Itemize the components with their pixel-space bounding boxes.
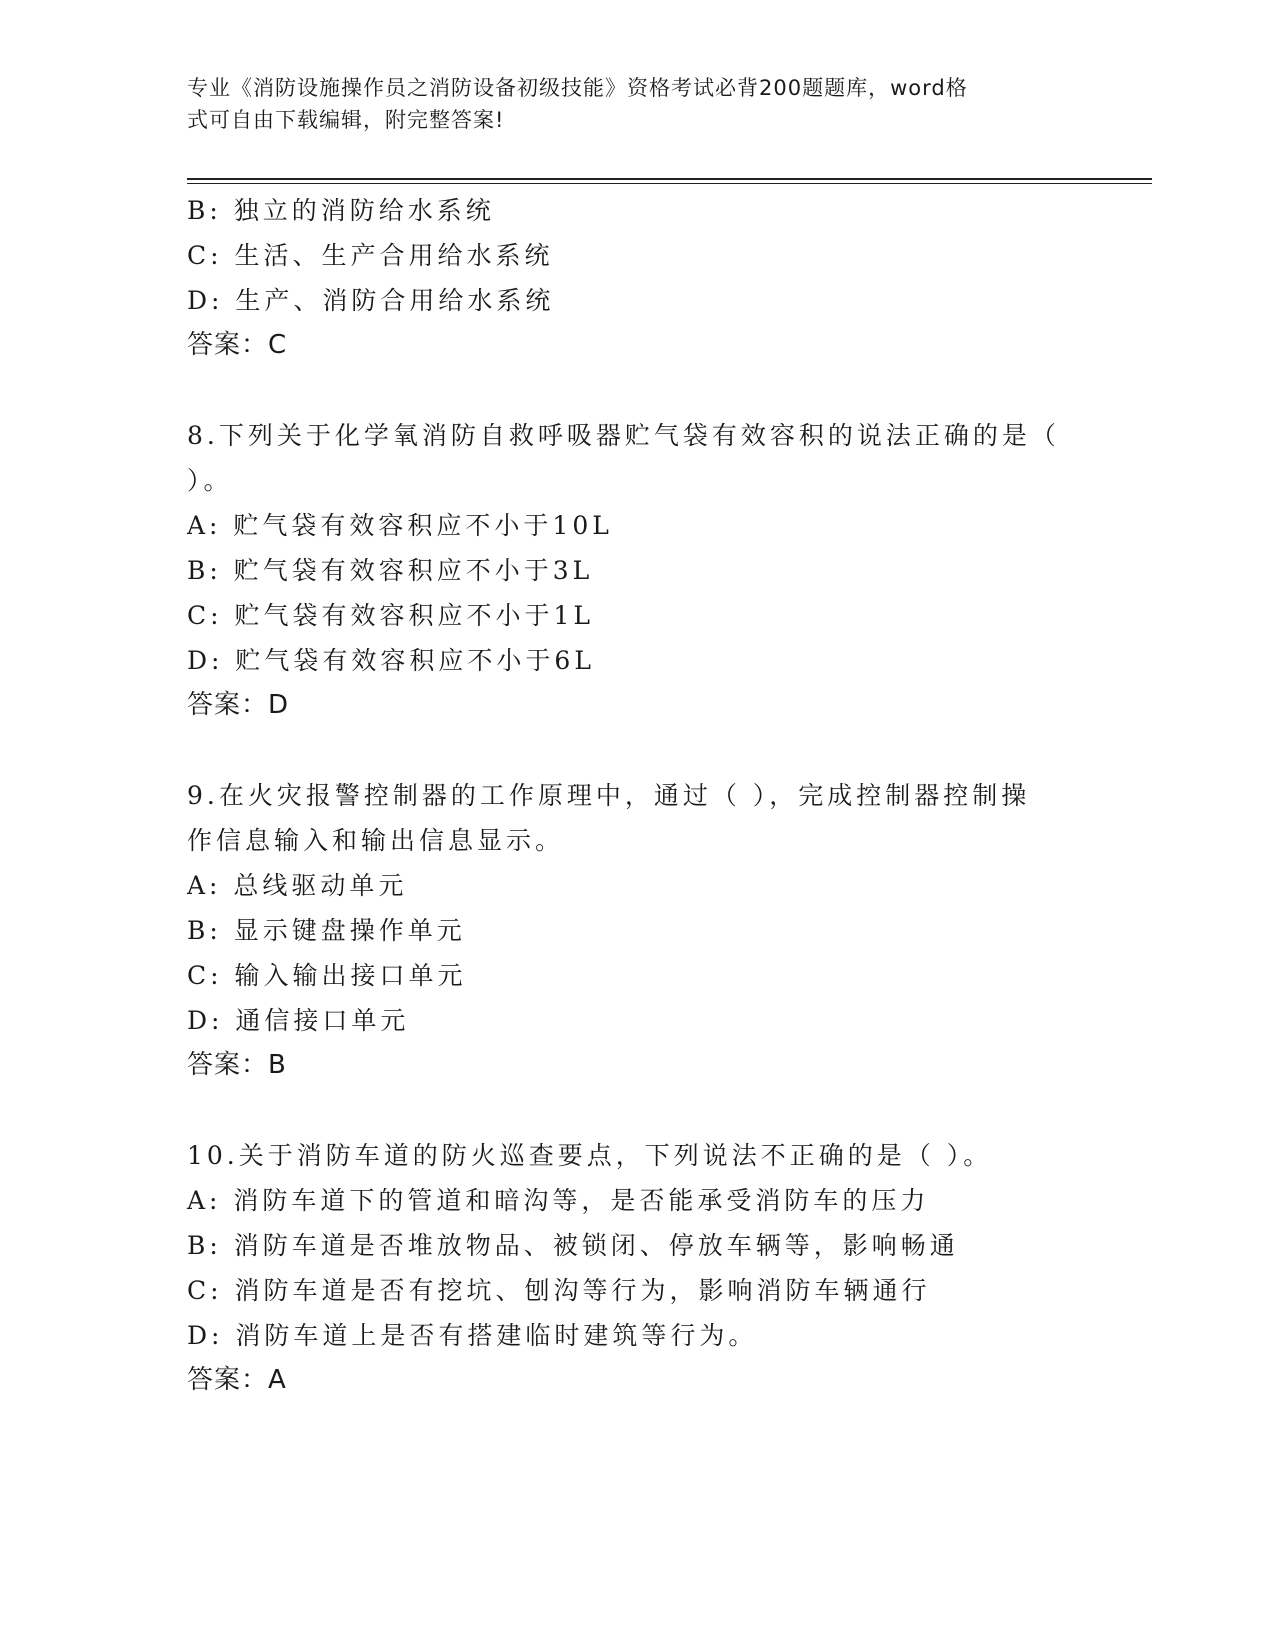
option-c: C: 输入输出接口单元 [187, 961, 467, 990]
header-divider [187, 178, 1152, 180]
question-list [187, 188, 1067, 1403]
option-d: D: 生产、消防合用给水系统 [187, 286, 555, 315]
header-divider-thin [187, 183, 1152, 184]
option-b: B: 显示键盘操作单元 [187, 916, 466, 945]
question-10 [187, 1133, 1067, 1403]
question-stem-line-1: 10.关于消防车道的防火巡查要点，下列说法不正确的是（ ）。 [187, 1141, 993, 1170]
question-stem-line-2: ）。 [187, 466, 233, 495]
option-d: D: 消防车道上是否有搭建临时建筑等行为。 [187, 1321, 758, 1350]
question-8 [187, 413, 1067, 728]
option-c: C: 消防车道是否有挖坑、刨沟等行为，影响消防车辆通行 [187, 1276, 931, 1305]
question-stem-line-2: 作信息输入和输出信息显示。 [187, 826, 565, 855]
answer: 答案：C [187, 330, 288, 360]
question-7 [187, 188, 1067, 368]
option-a: A: 贮气袋有效容积应不小于10L [187, 511, 613, 540]
option-a: A: 总线驱动单元 [187, 871, 408, 900]
option-c: C: 贮气袋有效容积应不小于1L [187, 601, 595, 630]
option-b: B: 贮气袋有效容积应不小于3L [187, 556, 594, 585]
question-9 [187, 773, 1067, 1088]
document-header [187, 72, 1087, 136]
answer: 答案：B [187, 1050, 287, 1080]
header-line-1: 专业《消防设施操作员之消防设备初级技能》资格考试必背200题题库，word格 [187, 76, 968, 100]
option-c: C: 生活、生产合用给水系统 [187, 241, 554, 270]
option-d: D: 贮气袋有效容积应不小于6L [187, 646, 595, 675]
option-b: B: 消防车道是否堆放物品、被锁闭、停放车辆等，影响畅通 [187, 1231, 959, 1260]
question-stem-line-1: 9.在火灾报警控制器的工作原理中，通过（ ），完成控制器控制操 [187, 781, 1031, 810]
option-b: B: 独立的消防给水系统 [187, 196, 495, 225]
option-d: D: 通信接口单元 [187, 1006, 410, 1035]
answer: 答案：A [187, 1365, 287, 1395]
answer: 答案：D [187, 690, 290, 720]
option-a: A: 消防车道下的管道和暗沟等，是否能承受消防车的压力 [187, 1186, 930, 1215]
header-line-2: 式可自由下载编辑，附完整答案! [187, 108, 505, 132]
question-stem-line-1: 8.下列关于化学氧消防自救呼吸器贮气袋有效容积的说法正确的是（ [187, 421, 1060, 450]
